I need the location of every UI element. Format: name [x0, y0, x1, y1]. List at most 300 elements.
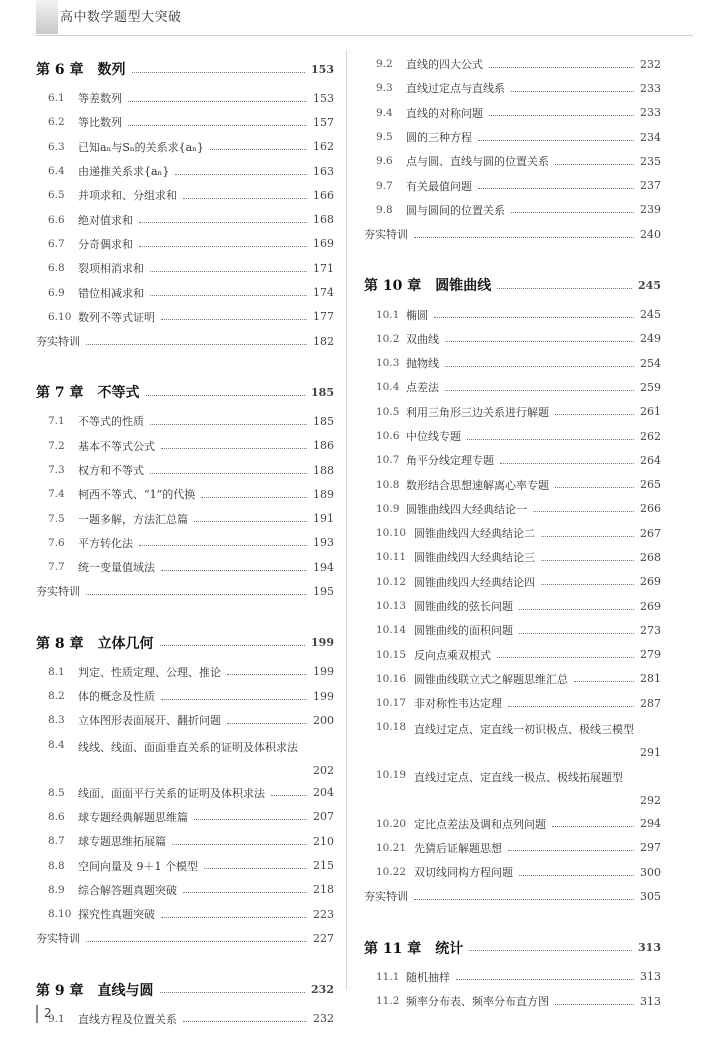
- section-title: 椭圆: [406, 308, 428, 322]
- chapter-label: 第 10 章: [364, 278, 422, 295]
- toc-section[interactable]: [36, 684, 334, 708]
- leader-dots: [194, 819, 307, 820]
- page-ref: 188: [313, 463, 334, 477]
- chapter-gap: [364, 246, 661, 268]
- toc-section[interactable]: [364, 400, 661, 424]
- toc-section[interactable]: [36, 434, 334, 458]
- toc-section[interactable]: [36, 159, 334, 183]
- toc-chapter[interactable]: [36, 973, 334, 1007]
- toc-section[interactable]: [36, 409, 334, 433]
- page-ref: 281: [640, 672, 661, 686]
- section-number: 10.22: [376, 866, 407, 879]
- leader-dots: [150, 424, 307, 425]
- section-number: 11.2: [376, 995, 400, 1008]
- toc-chapter[interactable]: [364, 268, 661, 302]
- section-title: 等比数列: [78, 116, 122, 130]
- section-title: 点与圆、直线与圆的位置关系: [406, 155, 549, 169]
- section-title: 中位线专题: [406, 430, 461, 443]
- section-title: 已知aₙ与Sₙ的关系求{aₙ}: [78, 140, 204, 154]
- section-title: 空间向量及 9＋1 个模型: [78, 859, 198, 873]
- section-number: 6.9: [48, 286, 65, 299]
- section-title: 绝对值求和: [78, 213, 133, 227]
- leader-dots: [555, 164, 634, 165]
- leader-dots: [555, 414, 634, 415]
- page-ref: 171: [313, 261, 334, 275]
- practice-title: 夯实特训: [364, 890, 408, 904]
- section-number: 9.8: [376, 203, 393, 216]
- page-ref: 313: [640, 970, 661, 984]
- page-ref: 245: [640, 308, 661, 322]
- section-title: 有关最值问题: [406, 179, 472, 193]
- toc-section[interactable]: [364, 570, 661, 594]
- page-ref: 267: [640, 526, 661, 540]
- leader-dots: [414, 899, 634, 900]
- toc-section[interactable]: [36, 660, 334, 684]
- page-ref: 189: [313, 487, 334, 501]
- toc-section[interactable]: [364, 302, 661, 326]
- toc-section[interactable]: [36, 86, 334, 110]
- section-number: 10.18: [376, 721, 407, 734]
- leader-dots: [161, 319, 307, 320]
- page-ref: 202: [313, 763, 334, 777]
- page-ref: 199: [313, 689, 334, 703]
- section-title: 定比点差法及调和点列问题: [414, 817, 546, 831]
- section-title: 裂项相消求和: [78, 262, 144, 276]
- toc-chapter[interactable]: [36, 626, 334, 660]
- toc-section[interactable]: [36, 1007, 334, 1031]
- section-title: 错位相减求和: [78, 286, 144, 300]
- section-number: 10.8: [376, 478, 400, 491]
- toc-section[interactable]: [36, 853, 334, 877]
- chapter-title: 直线与圆: [97, 982, 154, 999]
- page-number: 2: [44, 1006, 52, 1020]
- section-title: 等差数列: [78, 92, 122, 106]
- toc-section[interactable]: [36, 458, 334, 482]
- leader-dots: [414, 237, 634, 238]
- leader-dots: [541, 536, 634, 537]
- section-title: 利用三角形三边关系进行解题: [406, 405, 549, 419]
- toc-section[interactable]: [364, 715, 661, 763]
- chapter-title: 统计: [435, 940, 464, 957]
- toc-practice[interactable]: [364, 884, 661, 908]
- book-title: 高中数学题型大突破: [60, 10, 182, 25]
- toc-section[interactable]: [364, 667, 661, 691]
- section-number: 6.2: [48, 116, 65, 129]
- toc-section[interactable]: [364, 836, 661, 860]
- toc-section[interactable]: [364, 424, 661, 448]
- page-ref: 245: [638, 278, 661, 292]
- toc-chapter[interactable]: [36, 375, 334, 409]
- page-ref: 265: [640, 478, 661, 492]
- page-ref: 232: [311, 983, 334, 997]
- page-ref: 232: [313, 1012, 334, 1026]
- section-title: 圆锥曲线四大经典结论四: [414, 575, 535, 589]
- toc-section[interactable]: [36, 232, 334, 256]
- section-title: 非对称性韦达定理: [414, 697, 502, 711]
- page-ref: 153: [311, 62, 334, 76]
- leader-dots: [139, 545, 307, 546]
- toc-section[interactable]: [364, 643, 661, 667]
- section-title: 圆锥曲线四大经典结论一: [406, 502, 527, 516]
- column-divider: [346, 50, 347, 990]
- toc-section[interactable]: [364, 497, 661, 521]
- chapter-gap: [36, 604, 334, 626]
- page-ref: 227: [313, 931, 334, 945]
- leader-dots: [150, 473, 307, 474]
- page-ref: 313: [638, 941, 661, 955]
- section-title: 抛物线: [406, 357, 439, 371]
- section-title: 随机抽样: [406, 970, 450, 984]
- toc-section[interactable]: [364, 125, 661, 149]
- toc-section[interactable]: [364, 860, 661, 884]
- page-ref: 300: [640, 865, 661, 879]
- chapter-gap: [364, 909, 661, 931]
- toc-section[interactable]: [364, 594, 661, 618]
- toc-section[interactable]: [364, 351, 661, 375]
- section-number: 10.17: [376, 697, 407, 710]
- chapter-title: 数列: [97, 62, 126, 78]
- section-number: 8.4: [48, 738, 65, 751]
- section-number: 6.10: [48, 310, 72, 323]
- leader-dots: [172, 844, 307, 845]
- page-ref: 249: [640, 332, 661, 346]
- leader-dots: [519, 633, 634, 634]
- section-number: 7.6: [48, 536, 65, 549]
- section-title: 判定、性质定理、公理、推论: [78, 665, 221, 679]
- page-ref: 292: [640, 794, 661, 808]
- page-ref: 313: [640, 994, 661, 1008]
- chapter-title: 圆锥曲线: [435, 278, 492, 295]
- toc-section[interactable]: [36, 506, 334, 530]
- page-ref: 232: [640, 57, 661, 71]
- toc-section[interactable]: [364, 101, 661, 125]
- section-number: 10.11: [376, 551, 407, 564]
- section-title: 立体图形表面展开、翻折问题: [78, 714, 221, 728]
- leader-dots: [183, 1021, 307, 1022]
- page-ref: 235: [640, 154, 661, 168]
- toc-section[interactable]: [36, 829, 334, 853]
- section-number: 10.5: [376, 405, 400, 418]
- leader-dots: [161, 699, 307, 700]
- section-number: 10.21: [376, 841, 407, 854]
- chapter-gap: [36, 353, 334, 375]
- leader-dots: [160, 645, 306, 646]
- section-title: 直线过定点与直线系: [406, 82, 505, 96]
- section-number: 10.13: [376, 600, 407, 613]
- page-ref: 182: [313, 334, 334, 348]
- toc-section[interactable]: [364, 472, 661, 496]
- toc-section[interactable]: [36, 531, 334, 555]
- page-ref: 162: [313, 140, 334, 154]
- section-title: 球专题经典解题思维篇: [78, 810, 188, 824]
- page-ref: 264: [640, 453, 661, 467]
- section-number: 10.4: [376, 381, 400, 394]
- leader-dots: [508, 850, 634, 851]
- section-number: 10.9: [376, 502, 400, 515]
- section-title: 角平分线定理专题: [406, 454, 494, 468]
- page-ref: 262: [640, 429, 661, 443]
- toc-section[interactable]: [36, 482, 334, 506]
- toc-practice[interactable]: [36, 926, 334, 950]
- toc-section[interactable]: [364, 965, 661, 989]
- leader-dots: [469, 950, 632, 951]
- page-ref: 191: [313, 512, 334, 526]
- section-title: 数形结合思想速解离心率专题: [406, 478, 549, 492]
- toc-section[interactable]: [36, 207, 334, 231]
- toc-section[interactable]: [36, 256, 334, 280]
- section-title: 数列不等式证明: [78, 310, 155, 324]
- section-number: 8.6: [48, 810, 65, 823]
- toc-section[interactable]: [364, 521, 661, 545]
- section-title: 圆锥曲线四大经典结论三: [414, 551, 535, 565]
- page-ref: 223: [313, 907, 334, 921]
- toc-section[interactable]: [364, 173, 661, 197]
- section-title: 统一变量值域法: [78, 561, 155, 575]
- toc-section[interactable]: [36, 110, 334, 134]
- toc-practice[interactable]: [36, 329, 334, 353]
- section-number: 7.7: [48, 561, 65, 574]
- section-number: 7.1: [48, 415, 65, 428]
- section-number: 9.4: [376, 106, 393, 119]
- page-ref: 174: [313, 286, 334, 300]
- page-ref: 186: [313, 439, 334, 453]
- leader-dots: [161, 448, 307, 449]
- section-number: 6.8: [48, 262, 65, 275]
- leader-dots: [445, 341, 634, 342]
- page-ref: 291: [640, 746, 661, 760]
- section-title: 探究性真题突破: [78, 908, 155, 922]
- section-number: 10.19: [376, 769, 407, 782]
- toc-section[interactable]: [364, 811, 661, 835]
- page-ref: 233: [640, 106, 661, 120]
- section-title: 圆锥曲线的面积问题: [414, 624, 513, 638]
- page-ref: 193: [313, 536, 334, 550]
- section-number: 7.5: [48, 512, 65, 525]
- practice-title: 夯实特训: [36, 932, 80, 946]
- toc-section[interactable]: [36, 305, 334, 329]
- chapter-label: 第 9 章: [36, 982, 84, 999]
- leader-dots: [533, 511, 634, 512]
- leader-dots: [204, 868, 307, 869]
- toc-section[interactable]: [364, 52, 661, 76]
- chapter-title: 不等式: [97, 385, 140, 402]
- toc-chapter[interactable]: [364, 931, 661, 965]
- page-ref: 168: [313, 213, 334, 227]
- section-number: 8.7: [48, 835, 65, 848]
- section-title: 基本不等式公式: [78, 439, 155, 453]
- page-ref: 185: [313, 414, 334, 428]
- toc-section[interactable]: [364, 149, 661, 173]
- toc-section[interactable]: [36, 708, 334, 732]
- section-number: 6.6: [48, 213, 65, 226]
- page-ref: 207: [313, 810, 334, 824]
- section-number: 6.5: [48, 189, 65, 202]
- section-number: 10.10: [376, 527, 407, 540]
- toc-section[interactable]: [364, 375, 661, 399]
- page-ref: 157: [313, 115, 334, 129]
- section-number: 10.15: [376, 648, 407, 661]
- practice-title: 夯实特训: [36, 585, 80, 599]
- section-title: 直线过定点、定直线一初识极点、极线三模型: [414, 723, 634, 737]
- toc-right-column: [364, 52, 661, 1013]
- toc-section[interactable]: [36, 781, 334, 805]
- section-number: 8.2: [48, 690, 65, 703]
- section-number: 8.5: [48, 786, 65, 799]
- leader-dots: [478, 188, 634, 189]
- toc-section[interactable]: [364, 691, 661, 715]
- section-title: 直线的对称问题: [406, 106, 483, 120]
- leader-dots: [227, 723, 307, 724]
- section-title: 直线的四大公式: [406, 58, 483, 72]
- page-ref: 199: [311, 636, 334, 650]
- section-title: 先猜后证解题思想: [414, 841, 502, 855]
- section-number: 11.1: [376, 970, 400, 983]
- section-title: 双切线同构方程问题: [414, 866, 513, 880]
- page-ref: 194: [313, 560, 334, 574]
- leader-dots: [500, 463, 634, 464]
- page-ref: 233: [640, 81, 661, 95]
- leader-dots: [86, 941, 307, 942]
- section-number: 6.3: [48, 140, 65, 153]
- leader-dots: [128, 125, 307, 126]
- leader-dots: [574, 681, 634, 682]
- section-number: 8.8: [48, 859, 65, 872]
- section-title: 综合解答题真题突破: [78, 883, 177, 897]
- section-number: 9.6: [376, 155, 393, 168]
- chapter-label: 第 7 章: [36, 385, 84, 402]
- leader-dots: [519, 609, 634, 610]
- section-title: 圆锥曲线四大经典结论二: [414, 527, 535, 541]
- section-number: 7.2: [48, 439, 65, 452]
- leader-dots: [541, 560, 634, 561]
- section-title: 柯西不等式、“1”的代换: [78, 488, 196, 502]
- toc-section[interactable]: [36, 555, 334, 579]
- toc-section[interactable]: [36, 878, 334, 902]
- section-number: 10.20: [376, 817, 407, 830]
- section-number: 8.1: [48, 665, 65, 678]
- page-ref: 297: [640, 841, 661, 855]
- leader-dots: [161, 917, 307, 918]
- section-number: 9.1: [48, 1012, 65, 1025]
- section-title: 不等式的性质: [78, 415, 144, 429]
- toc-section[interactable]: [36, 805, 334, 829]
- section-title: 一题多解，方法汇总篇: [78, 512, 188, 526]
- page-ref: 269: [640, 599, 661, 613]
- leader-dots: [139, 222, 307, 223]
- section-number: 10.16: [376, 672, 407, 685]
- leader-dots: [86, 594, 307, 595]
- leader-dots: [160, 992, 306, 993]
- section-number: 6.1: [48, 92, 65, 105]
- section-number: 9.2: [376, 58, 393, 71]
- chapter-title: 立体几何: [97, 635, 154, 652]
- page-ref: 177: [313, 310, 334, 324]
- leader-dots: [194, 521, 307, 522]
- chapter-label: 第 8 章: [36, 635, 84, 652]
- page-ref: 195: [313, 584, 334, 598]
- section-number: 10.14: [376, 624, 407, 637]
- section-title: 直线过定点、定直线一极点、极线拓展题型: [414, 771, 623, 785]
- practice-title: 夯实特训: [364, 228, 408, 242]
- toc-chapter[interactable]: [36, 52, 334, 86]
- section-number: 9.7: [376, 179, 393, 192]
- toc-section[interactable]: [364, 327, 661, 351]
- section-title: 平方转化法: [78, 536, 133, 550]
- page-ref: 234: [640, 130, 661, 144]
- section-number: 8.10: [48, 908, 72, 921]
- chapter-gap: [36, 951, 334, 973]
- section-number: 8.9: [48, 883, 65, 896]
- page-ref: 268: [640, 550, 661, 564]
- toc-section[interactable]: [364, 448, 661, 472]
- leader-dots: [146, 395, 306, 396]
- toc-section[interactable]: [36, 280, 334, 304]
- section-number: 7.4: [48, 488, 65, 501]
- leader-dots: [508, 706, 634, 707]
- leader-dots: [201, 497, 307, 498]
- section-title: 分奇偶求和: [78, 237, 133, 251]
- section-title: 直线方程及位置关系: [78, 1012, 177, 1026]
- toc-section[interactable]: [364, 763, 661, 811]
- page-ref: 279: [640, 648, 661, 662]
- leader-dots: [497, 288, 632, 289]
- section-title: 双曲线: [406, 332, 439, 346]
- header-tab-decoration: [36, 0, 58, 34]
- section-number: 10.2: [376, 332, 400, 345]
- leader-dots: [183, 198, 307, 199]
- page-ref: 254: [640, 356, 661, 370]
- section-title: 并项求和、分组求和: [78, 189, 177, 203]
- leader-dots: [86, 344, 307, 345]
- page-ref: 294: [640, 817, 661, 831]
- toc-practice[interactable]: [364, 222, 661, 246]
- section-title: 球专题思维拓展篇: [78, 835, 166, 849]
- leader-dots: [445, 366, 634, 367]
- leader-dots: [489, 67, 634, 68]
- toc-section[interactable]: [364, 545, 661, 569]
- page-ref: 305: [640, 889, 661, 903]
- section-number: 10.12: [376, 575, 407, 588]
- leader-dots: [555, 487, 634, 488]
- leader-dots: [161, 570, 307, 571]
- toc-section[interactable]: [36, 135, 334, 159]
- toc-practice[interactable]: [36, 579, 334, 603]
- toc-section[interactable]: [36, 902, 334, 926]
- section-title: 圆与圆间的位置关系: [406, 203, 505, 217]
- leader-dots: [175, 174, 307, 175]
- section-number: 10.6: [376, 430, 400, 442]
- section-title: 点差法: [406, 381, 439, 395]
- toc-section[interactable]: [364, 618, 661, 642]
- toc-section[interactable]: [364, 198, 661, 222]
- leader-dots: [150, 271, 307, 272]
- section-number: 7.3: [48, 464, 65, 476]
- leader-dots: [552, 826, 634, 827]
- leader-dots: [489, 115, 634, 116]
- section-title: 由递推关系求{aₙ}: [78, 165, 170, 179]
- leader-dots: [445, 390, 634, 391]
- leader-dots: [271, 795, 307, 796]
- toc-section[interactable]: [36, 733, 334, 781]
- page-ref: 261: [640, 405, 661, 419]
- section-number: 8.3: [48, 714, 65, 727]
- leader-dots: [456, 979, 634, 980]
- section-number: 6.4: [48, 165, 65, 178]
- toc-section[interactable]: [364, 76, 661, 100]
- leader-dots: [128, 101, 307, 102]
- toc-section[interactable]: [36, 183, 334, 207]
- toc-section[interactable]: [364, 989, 661, 1013]
